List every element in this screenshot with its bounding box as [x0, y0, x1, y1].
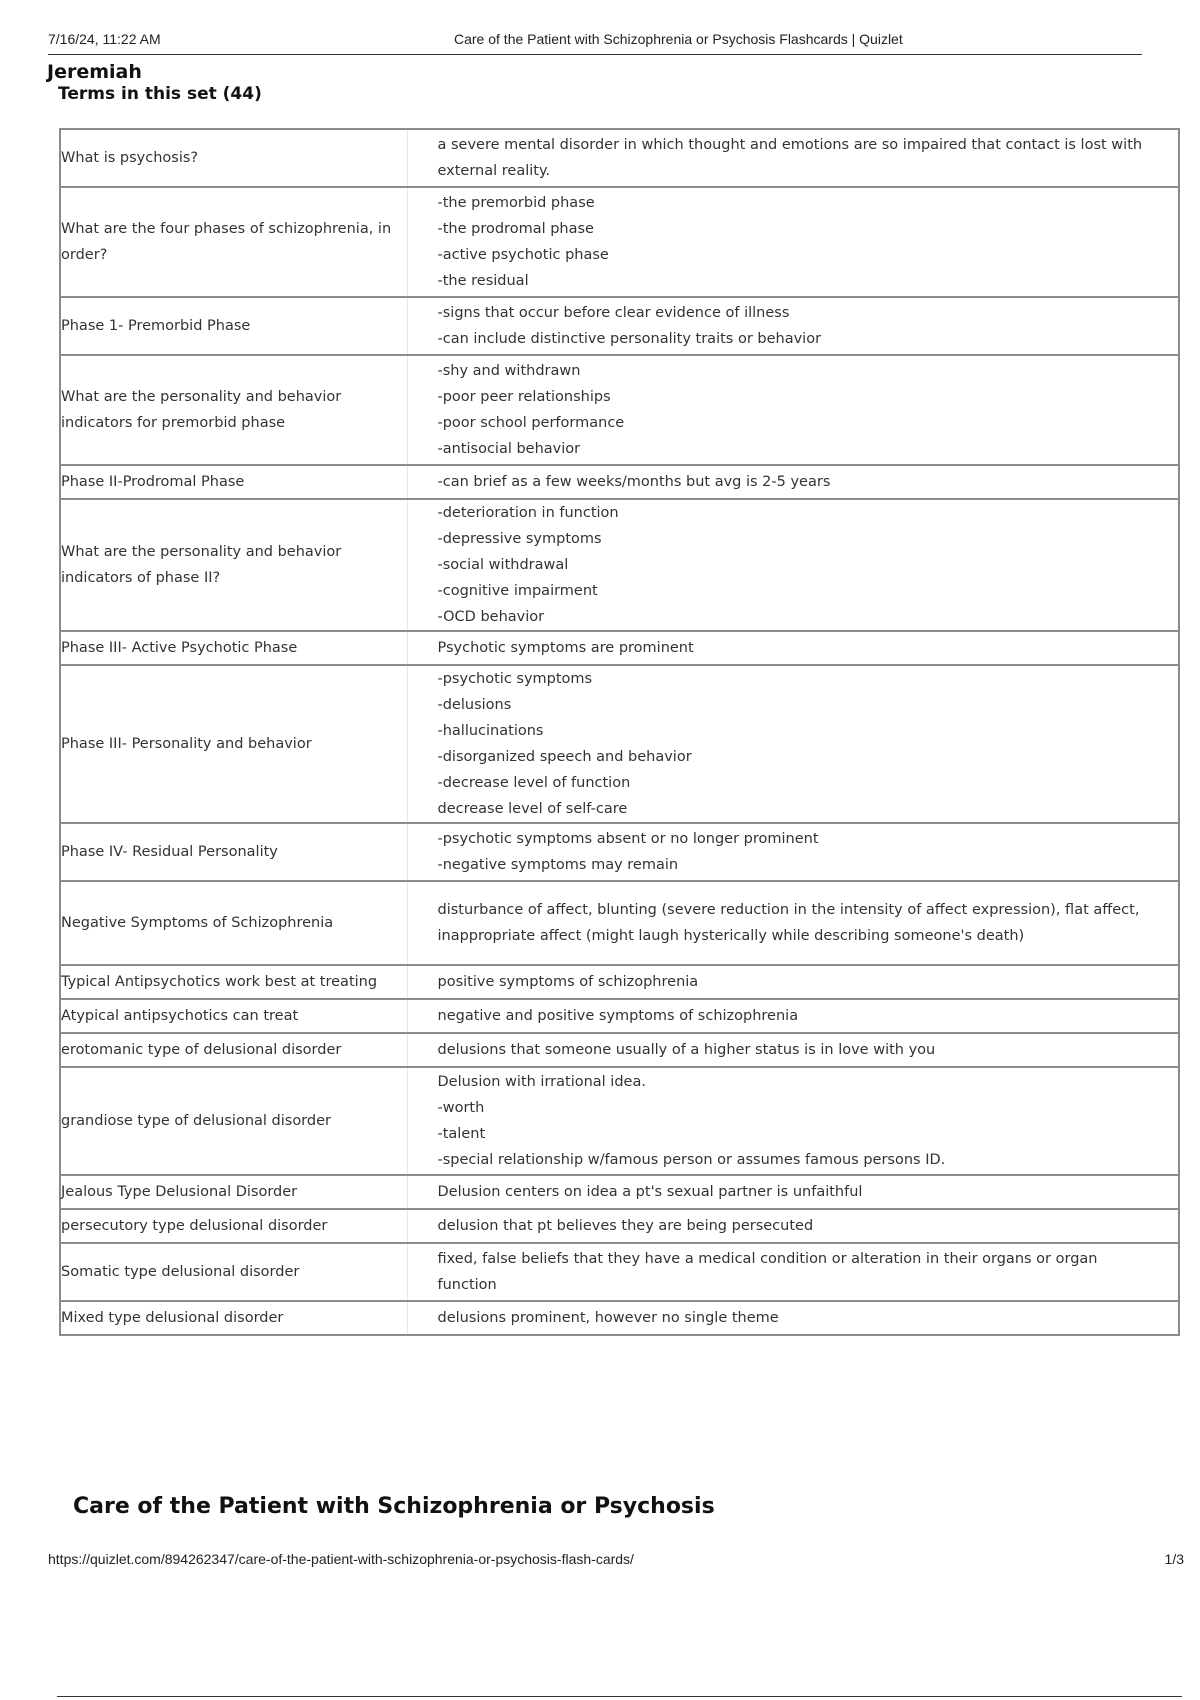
definition-line: -talent	[437, 1126, 486, 1142]
term-row	[60, 1175, 1179, 1209]
definition-line: -delusions	[437, 697, 512, 713]
definition-cell	[407, 631, 1179, 665]
definition-line: -cognitive impairment	[437, 583, 598, 599]
definition-line: -the prodromal phase	[437, 221, 594, 237]
definition-line: a severe mental disorder in which thought and emotions are so impaired that contact is lost with external reality.	[437, 137, 1143, 179]
definition-cell	[407, 823, 1179, 881]
term-row	[60, 465, 1179, 499]
term-row	[60, 1301, 1179, 1335]
term-cell: Typical Antipsychotics work best at treating	[60, 965, 407, 999]
term-row	[60, 999, 1179, 1033]
page-number: 1/3	[1164, 1551, 1184, 1567]
definition-line: -psychotic symptoms	[437, 671, 593, 687]
definition-cell	[407, 1067, 1179, 1175]
definition-line: Psychotic symptoms are prominent	[437, 640, 694, 656]
definition-line: Delusion centers on idea a pt's sexual partner is unfaithful	[437, 1184, 863, 1200]
definition-line: -disorganized speech and behavior	[437, 749, 692, 765]
definition-cell	[407, 881, 1179, 965]
term-cell: Phase II-Prodromal Phase	[60, 465, 407, 499]
print-header	[48, 28, 1142, 55]
term-row	[60, 129, 1179, 187]
definition-cell	[407, 1033, 1179, 1067]
definition-line: fixed, false beliefs that they have a medical condition or alteration in their organs or organ function	[437, 1251, 1098, 1293]
term-row	[60, 1209, 1179, 1243]
definition-line: -worth	[437, 1100, 485, 1116]
term-cell: Phase III- Active Psychotic Phase	[60, 631, 407, 665]
print-datetime: 7/16/24, 11:22 AM	[48, 31, 161, 47]
definition-line: decrease level of self-care	[437, 801, 628, 817]
definition-line: Delusion with irrational idea.	[437, 1074, 646, 1090]
terms-table	[59, 128, 1180, 1336]
term-row	[60, 631, 1179, 665]
definition-line: disturbance of affect, blunting (severe reduction in the intensity of affect expression), flat affect, inappropriate affect (might laugh hysterically while describing someone's death)	[437, 902, 1140, 944]
term-cell: What are the personality and behavior indicators of phase II?	[60, 499, 407, 631]
definition-line: -antisocial behavior	[437, 441, 581, 457]
term-cell: grandiose type of delusional disorder	[60, 1067, 407, 1175]
definition-line: -psychotic symptoms absent or no longer prominent	[437, 831, 819, 847]
definition-cell	[407, 1175, 1179, 1209]
definition-line: -negative symptoms may remain	[437, 857, 679, 873]
definition-line: negative and positive symptoms of schizophrenia	[437, 1008, 799, 1024]
definition-line: -can brief as a few weeks/months but avg is 2-5 years	[437, 474, 831, 490]
definition-cell	[407, 355, 1179, 465]
term-cell: Somatic type delusional disorder	[60, 1243, 407, 1301]
term-row	[60, 297, 1179, 355]
term-cell: Phase III- Personality and behavior	[60, 665, 407, 823]
term-cell: Negative Symptoms of Schizophrenia	[60, 881, 407, 965]
term-cell: erotomanic type of delusional disorder	[60, 1033, 407, 1067]
set-title: Care of the Patient with Schizophrenia or Psychosis	[73, 1494, 715, 1519]
definition-cell	[407, 965, 1179, 999]
definition-cell	[407, 187, 1179, 297]
definition-line: -shy and withdrawn	[437, 363, 581, 379]
term-row	[60, 665, 1179, 823]
definition-line: -poor school performance	[437, 415, 625, 431]
print-page-title: Care of the Patient with Schizophrenia or Psychosis Flashcards | Quizlet	[454, 31, 903, 47]
user-name: Jeremiah	[47, 61, 142, 83]
definition-cell	[407, 499, 1179, 631]
definition-cell	[407, 1243, 1179, 1301]
definition-line: -hallucinations	[437, 723, 544, 739]
term-row	[60, 823, 1179, 881]
print-url: https://quizlet.com/894262347/care-of-the-patient-with-schizophrenia-or-psychosis-flash-cards/	[48, 1551, 634, 1567]
definition-line: -OCD behavior	[437, 609, 545, 625]
term-cell: What is psychosis?	[60, 129, 407, 187]
term-row	[60, 881, 1179, 965]
page-bottom-rule	[57, 1696, 1182, 1697]
definition-line: -poor peer relationships	[437, 389, 611, 405]
term-cell: Phase 1- Premorbid Phase	[60, 297, 407, 355]
definition-line: positive symptoms of schizophrenia	[437, 974, 699, 990]
term-row	[60, 1067, 1179, 1175]
term-row	[60, 187, 1179, 297]
term-cell: What are the personality and behavior indicators for premorbid phase	[60, 355, 407, 465]
definition-line: -deterioration in function	[437, 505, 619, 521]
definition-line: -special relationship w/famous person or assumes famous persons ID.	[437, 1152, 946, 1168]
definition-line: -can include distinctive personality traits or behavior	[437, 331, 822, 347]
definition-line: -signs that occur before clear evidence of illness	[437, 305, 790, 321]
term-cell: Jealous Type Delusional Disorder	[60, 1175, 407, 1209]
definition-cell	[407, 665, 1179, 823]
term-cell: Mixed type delusional disorder	[60, 1301, 407, 1335]
definition-cell	[407, 1209, 1179, 1243]
definition-line: delusion that pt believes they are being persecuted	[437, 1218, 814, 1234]
definition-cell	[407, 465, 1179, 499]
term-row	[60, 1243, 1179, 1301]
definition-cell	[407, 999, 1179, 1033]
definition-line: -social withdrawal	[437, 557, 569, 573]
definition-cell	[407, 297, 1179, 355]
term-row	[60, 1033, 1179, 1067]
definition-line: -the residual	[437, 273, 529, 289]
terms-heading: Terms in this set (44)	[58, 84, 262, 104]
print-footer	[48, 1551, 1184, 1567]
definition-cell	[407, 129, 1179, 187]
term-cell: Phase IV- Residual Personality	[60, 823, 407, 881]
definition-cell	[407, 1301, 1179, 1335]
terms-table-body	[60, 129, 1179, 1335]
term-row	[60, 499, 1179, 631]
term-cell: persecutory type delusional disorder	[60, 1209, 407, 1243]
definition-line: -decrease level of function	[437, 775, 631, 791]
definition-line: -the premorbid phase	[437, 195, 595, 211]
term-row	[60, 355, 1179, 465]
definition-line: -active psychotic phase	[437, 247, 609, 263]
definition-line: delusions that someone usually of a higher status is in love with you	[437, 1042, 936, 1058]
term-cell: What are the four phases of schizophrenia, in order?	[60, 187, 407, 297]
term-row	[60, 965, 1179, 999]
definition-line: -depressive symptoms	[437, 531, 602, 547]
definition-line: delusions prominent, however no single theme	[437, 1310, 779, 1326]
term-cell: Atypical antipsychotics can treat	[60, 999, 407, 1033]
